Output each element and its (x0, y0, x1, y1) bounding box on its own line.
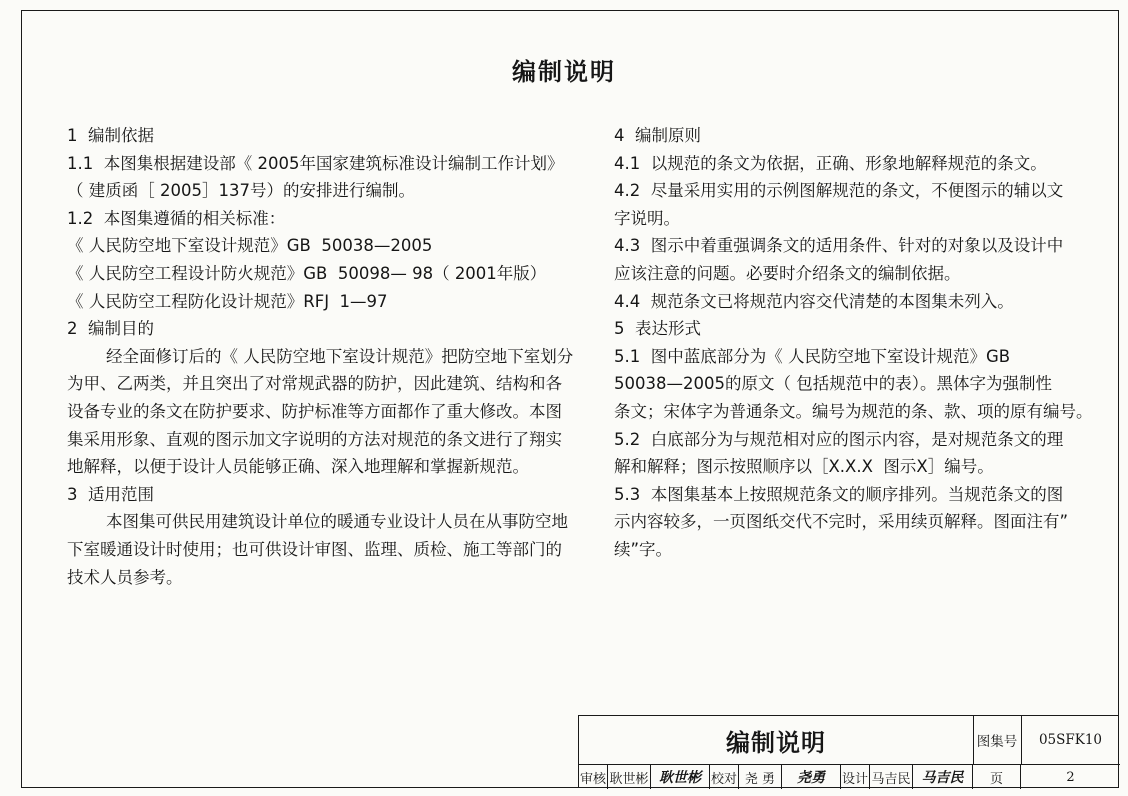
text-line: 经全面修订后的《 人民防空地下室设计规范》把防空地下室划分 (106, 346, 574, 366)
text-line: 4.3 图示中着重强调条文的适用条件、针对的对象以及设计中 (614, 236, 1064, 256)
text-line: 续”字。 (614, 539, 673, 559)
text-line: 示内容较多，一页图纸交代不完时，采用续页解释。图面注有” (614, 512, 1069, 532)
text-line: 应该注意的问题。必要时介绍条文的编制依据。 (614, 263, 961, 283)
text-line: 下室暖通设计时使用；也可供设计审图、监理、质检、施工等部门的 (67, 539, 562, 559)
check-label: 校对 (710, 765, 739, 789)
text-line: 集采用形象、直观的图示加文字说明的方法对规范的条文进行了翔实 (67, 429, 562, 449)
text-line: （ 建质函［ 2005］137号）的安排进行编制。 (67, 181, 415, 201)
page-label: 页 (973, 765, 1021, 789)
text-line: 《 人民防空工程设计防火规范》GB 50098— 98（ 2001年版） (67, 263, 547, 283)
text-line: 5.2 白底部分为与规范相对应的图示内容，是对规范条文的理 (614, 429, 1064, 449)
text-line: 1.2 本图集遵循的相关标准： (67, 208, 286, 228)
text-line: 《 人民防空地下室设计规范》GB 50038—2005 (67, 236, 433, 256)
text-line: 设备专业的条文在防护要求、防护标准等方面都作了重大修改。本图 (67, 401, 562, 421)
text-line: 5.1 图中蓝底部分为《 人民防空地下室设计规范》GB (614, 346, 1011, 366)
text-line: 2 编制目的 (67, 319, 154, 339)
text-line: 4.4 规范条文已将规范内容交代清楚的本图集未列入。 (614, 291, 1014, 311)
title-block-title: 编制说明 (579, 716, 974, 764)
title-block (578, 715, 1119, 788)
review-name: 耿世彬 (608, 765, 651, 789)
check-name: 尧 勇 (739, 765, 782, 789)
page-title: 编制说明 (512, 58, 616, 86)
check-signature: 尧勇 (782, 765, 841, 789)
text-line: 4.1 以规范的条文为依据，正确、形象地解释规范的条文。 (614, 153, 1047, 173)
review-label: 审核 (579, 765, 608, 789)
atlas-number-value: 05SFK10 (1038, 732, 1103, 748)
text-line: 地解释，以便于设计人员能够正确、深入地理解和掌握新规范。 (67, 457, 529, 477)
text-line: 《 人民防空工程防化设计规范》RFJ 1—97 (67, 291, 388, 311)
text-line: 4.2 尽量采用实用的示例图解规范的条文，不便图示的辅以文 (614, 181, 1064, 201)
signature-row (579, 764, 1120, 789)
page-number: 2 (1066, 769, 1075, 785)
text-line: 1 编制依据 (67, 126, 154, 145)
text-line: 50038—2005的原文（ 包括规范中的表）。黑体字为强制性 (614, 374, 1052, 394)
text-line: 5.3 本图集基本上按照规范条文的顺序排列。当规范条文的图 (614, 484, 1064, 504)
design-signature: 马吉民 (913, 765, 973, 789)
text-line: 4 编制原则 (614, 126, 701, 145)
text-line: 1.1 本图集根据建设部《 2005年国家建筑标准设计编制工作计划》 (67, 153, 564, 173)
text-line: 3 适用范围 (67, 484, 154, 504)
left-column (67, 122, 587, 591)
text-line: 5 表达形式 (614, 319, 701, 339)
text-line: 本图集可供民用建筑设计单位的暖通专业设计人员在从事防空地 (106, 512, 568, 532)
text-line: 字说明。 (614, 208, 680, 228)
text-line: 为甲、乙两类，并且突出了对常规武器的防护，因此建筑、结构和各 (67, 374, 562, 394)
right-column (614, 122, 1093, 564)
text-line: 解和解释；图示按照顺序以［X.X.X 图示X］编号。 (614, 457, 994, 477)
text-line: 技术人员参考。 (67, 567, 183, 587)
text-line: 条文；宋体字为普通条文。编号为规范的条、款、项的原有编号。 (614, 401, 1093, 421)
design-label: 设计 (841, 765, 870, 789)
design-name: 马吉民 (870, 765, 913, 789)
atlas-number-label: 图集号 (973, 716, 1022, 764)
review-signature: 耿世彬 (651, 765, 710, 789)
